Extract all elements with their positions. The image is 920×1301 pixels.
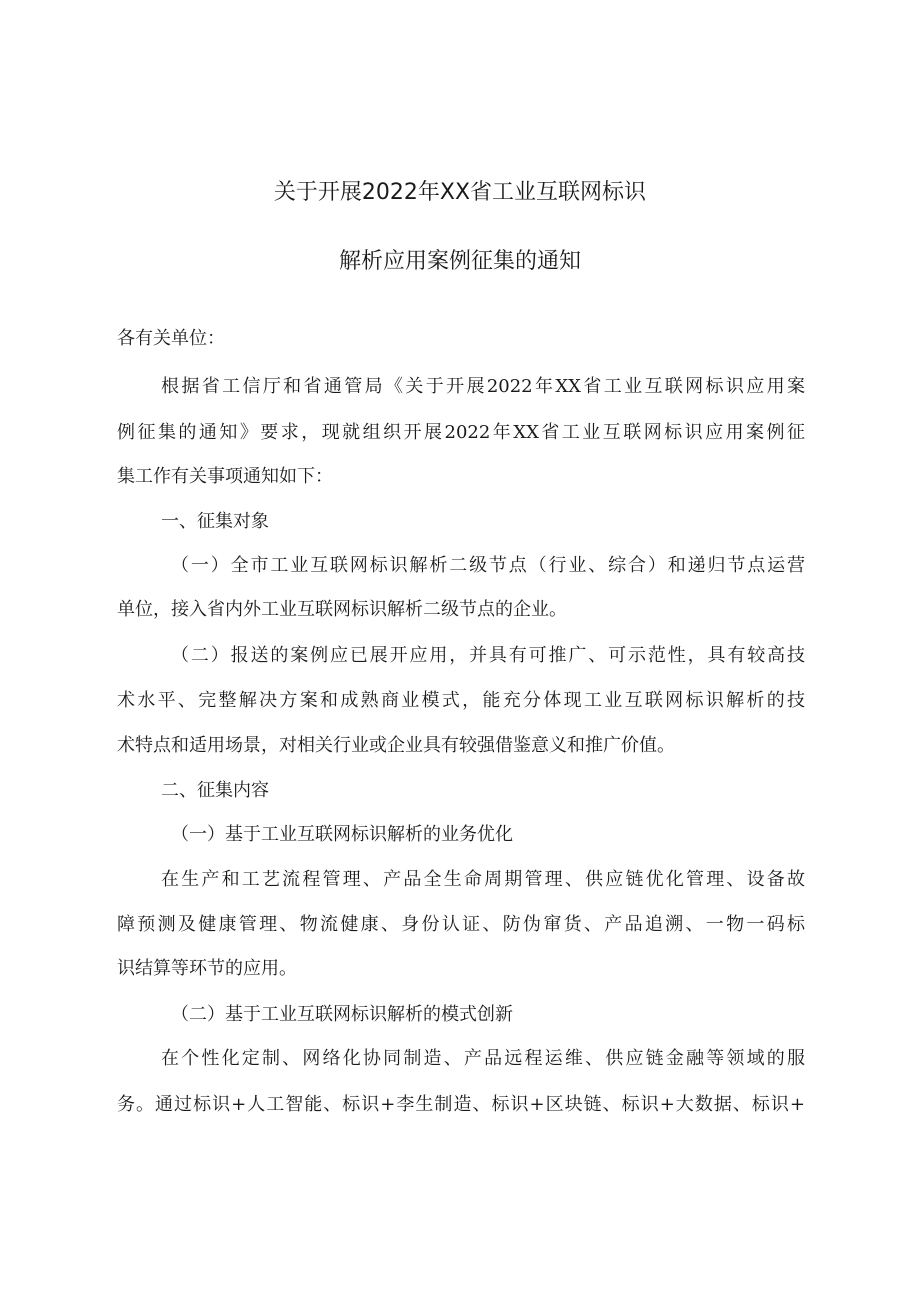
section-heading: 二、征集内容: [161, 780, 269, 801]
document-title-line-2: 解析应用案例征集的通知: [338, 249, 581, 274]
subsection-heading: （一）基于工业互联网标识解析的业务优化: [171, 824, 513, 845]
paragraph-line: 障预测及健康管理、物流健康、身份认证、防伪窜货、产品追溯、一物一码标: [117, 914, 805, 935]
paragraph-line: 例征集的通知》要求，现就组织开展2022年XX省工业互联网标识应用案例征: [117, 422, 805, 443]
paragraph-line: 务。通过标识+人工智能、标识+李生制造、标识+区块链、标识+大数据、标识+: [117, 1094, 805, 1115]
paragraph-line: 在生产和工艺流程管理、产品全生命周期管理、供应链优化管理、设备故: [161, 869, 805, 890]
paragraph-line: （一）全市工业互联网标识解析二级节点（行业、综合）和递归节点运营: [171, 555, 805, 576]
paragraph-line: 在个性化定制、网络化协同制造、产品远程运维、供应链金融等领域的服: [161, 1048, 805, 1069]
paragraph-line: 根据省工信厅和省通管局《关于开展2022年XX省工业互联网标识应用案: [161, 376, 805, 397]
salutation: 各有关单位：: [117, 328, 225, 349]
paragraph-line: （二）报送的案例应已展开应用，并具有可推广、可示范性，具有较高技: [171, 645, 805, 666]
subsection-heading: （二）基于工业互联网标识解析的模式创新: [171, 1004, 513, 1025]
paragraph-line: 术水平、完整解决方案和成熟商业模式，能充分体现工业互联网标识解析的技: [117, 690, 805, 711]
section-heading: 一、征集对象: [161, 511, 269, 532]
paragraph-line: 识结算等环节的应用。: [117, 958, 297, 979]
paragraph-line: 术特点和适用场景，对相关行业或企业具有较强借鉴意义和推广价值。: [117, 735, 675, 756]
paragraph-line: 集工作有关事项通知如下：: [117, 466, 333, 487]
document-title-line-1: 关于开展2022年XX省工业互联网标识: [273, 180, 647, 205]
paragraph-line: 单位，接入省内外工业互联网标识解析二级节点的企业。: [117, 599, 567, 620]
